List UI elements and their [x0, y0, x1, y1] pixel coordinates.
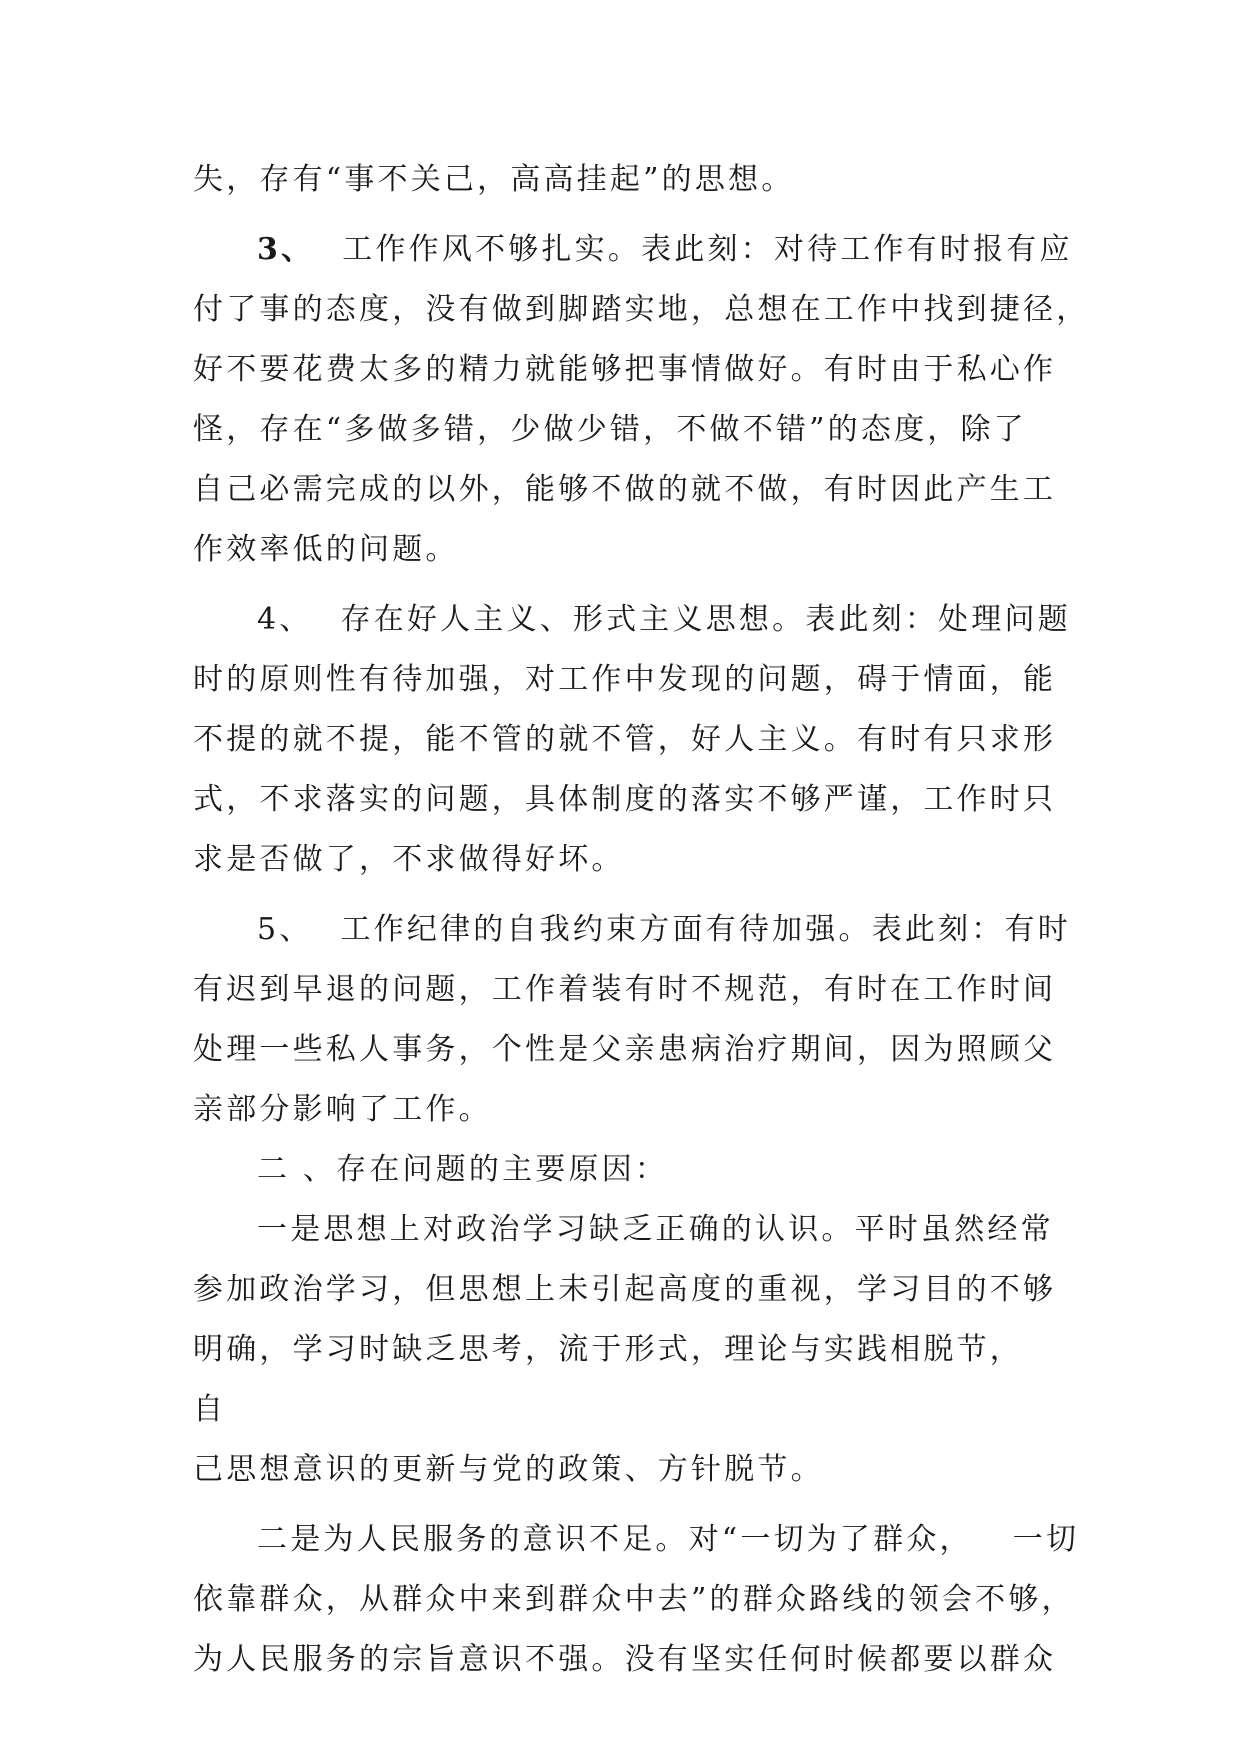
text-line: 为人民服务的宗旨意识不强。没有坚实任何时候都要以群众 [193, 1642, 1057, 1677]
text-line: 二是为人民服务的意识不足。对“一切为了群众， [257, 1522, 973, 1557]
section-heading: 二 、存在问题的主要原因： [257, 1152, 669, 1187]
text-line: 付了事的态度，没有做到脚踏实地，总想在工作中找到捷径， [193, 292, 1090, 327]
text-line: 依靠群众，从群众中来到群众中去”的群众路线的领会不够， [193, 1582, 1075, 1617]
text-line: 时的原则性有待加强，对工作中发现的问题，碍于情面，能 [193, 662, 1057, 697]
reason-2-first-line [193, 1510, 1080, 1570]
text-line: 明确，学习时缺乏思考，流于形式，理论与实践相脱节， [193, 1332, 1023, 1367]
paragraph-4-first-line [193, 590, 1071, 650]
document-body [193, 150, 1090, 1690]
text-line: 不提的就不提，能不管的就不管，好人主义。有时有只求形 [193, 722, 1057, 757]
text-line: 工作纪律的自我约束方面有待加强。表此刻：有时 [340, 912, 1071, 947]
paragraph-5-first-line [193, 900, 1071, 960]
list-number: 3、 [257, 232, 315, 267]
reason-1-first-line: 一是思想上对政治学习缺乏正确的认识。平时虽然经常 [257, 1212, 1054, 1247]
text-line: 存在好人主义、形式主义思想。表此刻：处理问题 [340, 602, 1071, 637]
paragraph-3-first-line [193, 220, 1073, 280]
list-number: 5、 [257, 912, 313, 947]
text-line: 自己必需完成的以外，能够不做的就不做，有时因此产生工 [193, 472, 1057, 507]
text-line: 怪，存在“多做多错，少做少错，不做不错”的态度，除了 [193, 412, 1027, 447]
text-line: 求是否做了，不求做得好坏。 [193, 842, 625, 877]
text-line: 一切 [1012, 1522, 1080, 1557]
text-line: 失，存有“事不关己，高高挂起”的思想。 [193, 162, 795, 197]
text-line: 有迟到早退的问题，工作着装有时不规范，有时在工作时间 [193, 972, 1057, 1007]
text-line: 参加政治学习，但思想上未引起高度的重视，学习目的不够 [193, 1272, 1057, 1307]
list-number: 4、 [257, 602, 313, 637]
text-line: 亲部分影响了工作。 [193, 1092, 492, 1127]
text-line: 工作作风不够扎实。表此刻：对待工作有时报有应 [342, 232, 1073, 267]
text-line: 自 [193, 1392, 227, 1427]
text-line: 处理一些私人事务，个性是父亲患病治疗期间，因为照顾父 [193, 1032, 1057, 1067]
text-line: 己思想意识的更新与党的政策、方针脱节。 [193, 1452, 824, 1487]
text-line: 好不要花费太多的精力就能够把事情做好。有时由于私心作 [193, 352, 1057, 387]
text-line: 式，不求落实的问题，具体制度的落实不够严谨，工作时只 [193, 782, 1057, 817]
text-line: 作效率低的问题。 [193, 532, 459, 567]
